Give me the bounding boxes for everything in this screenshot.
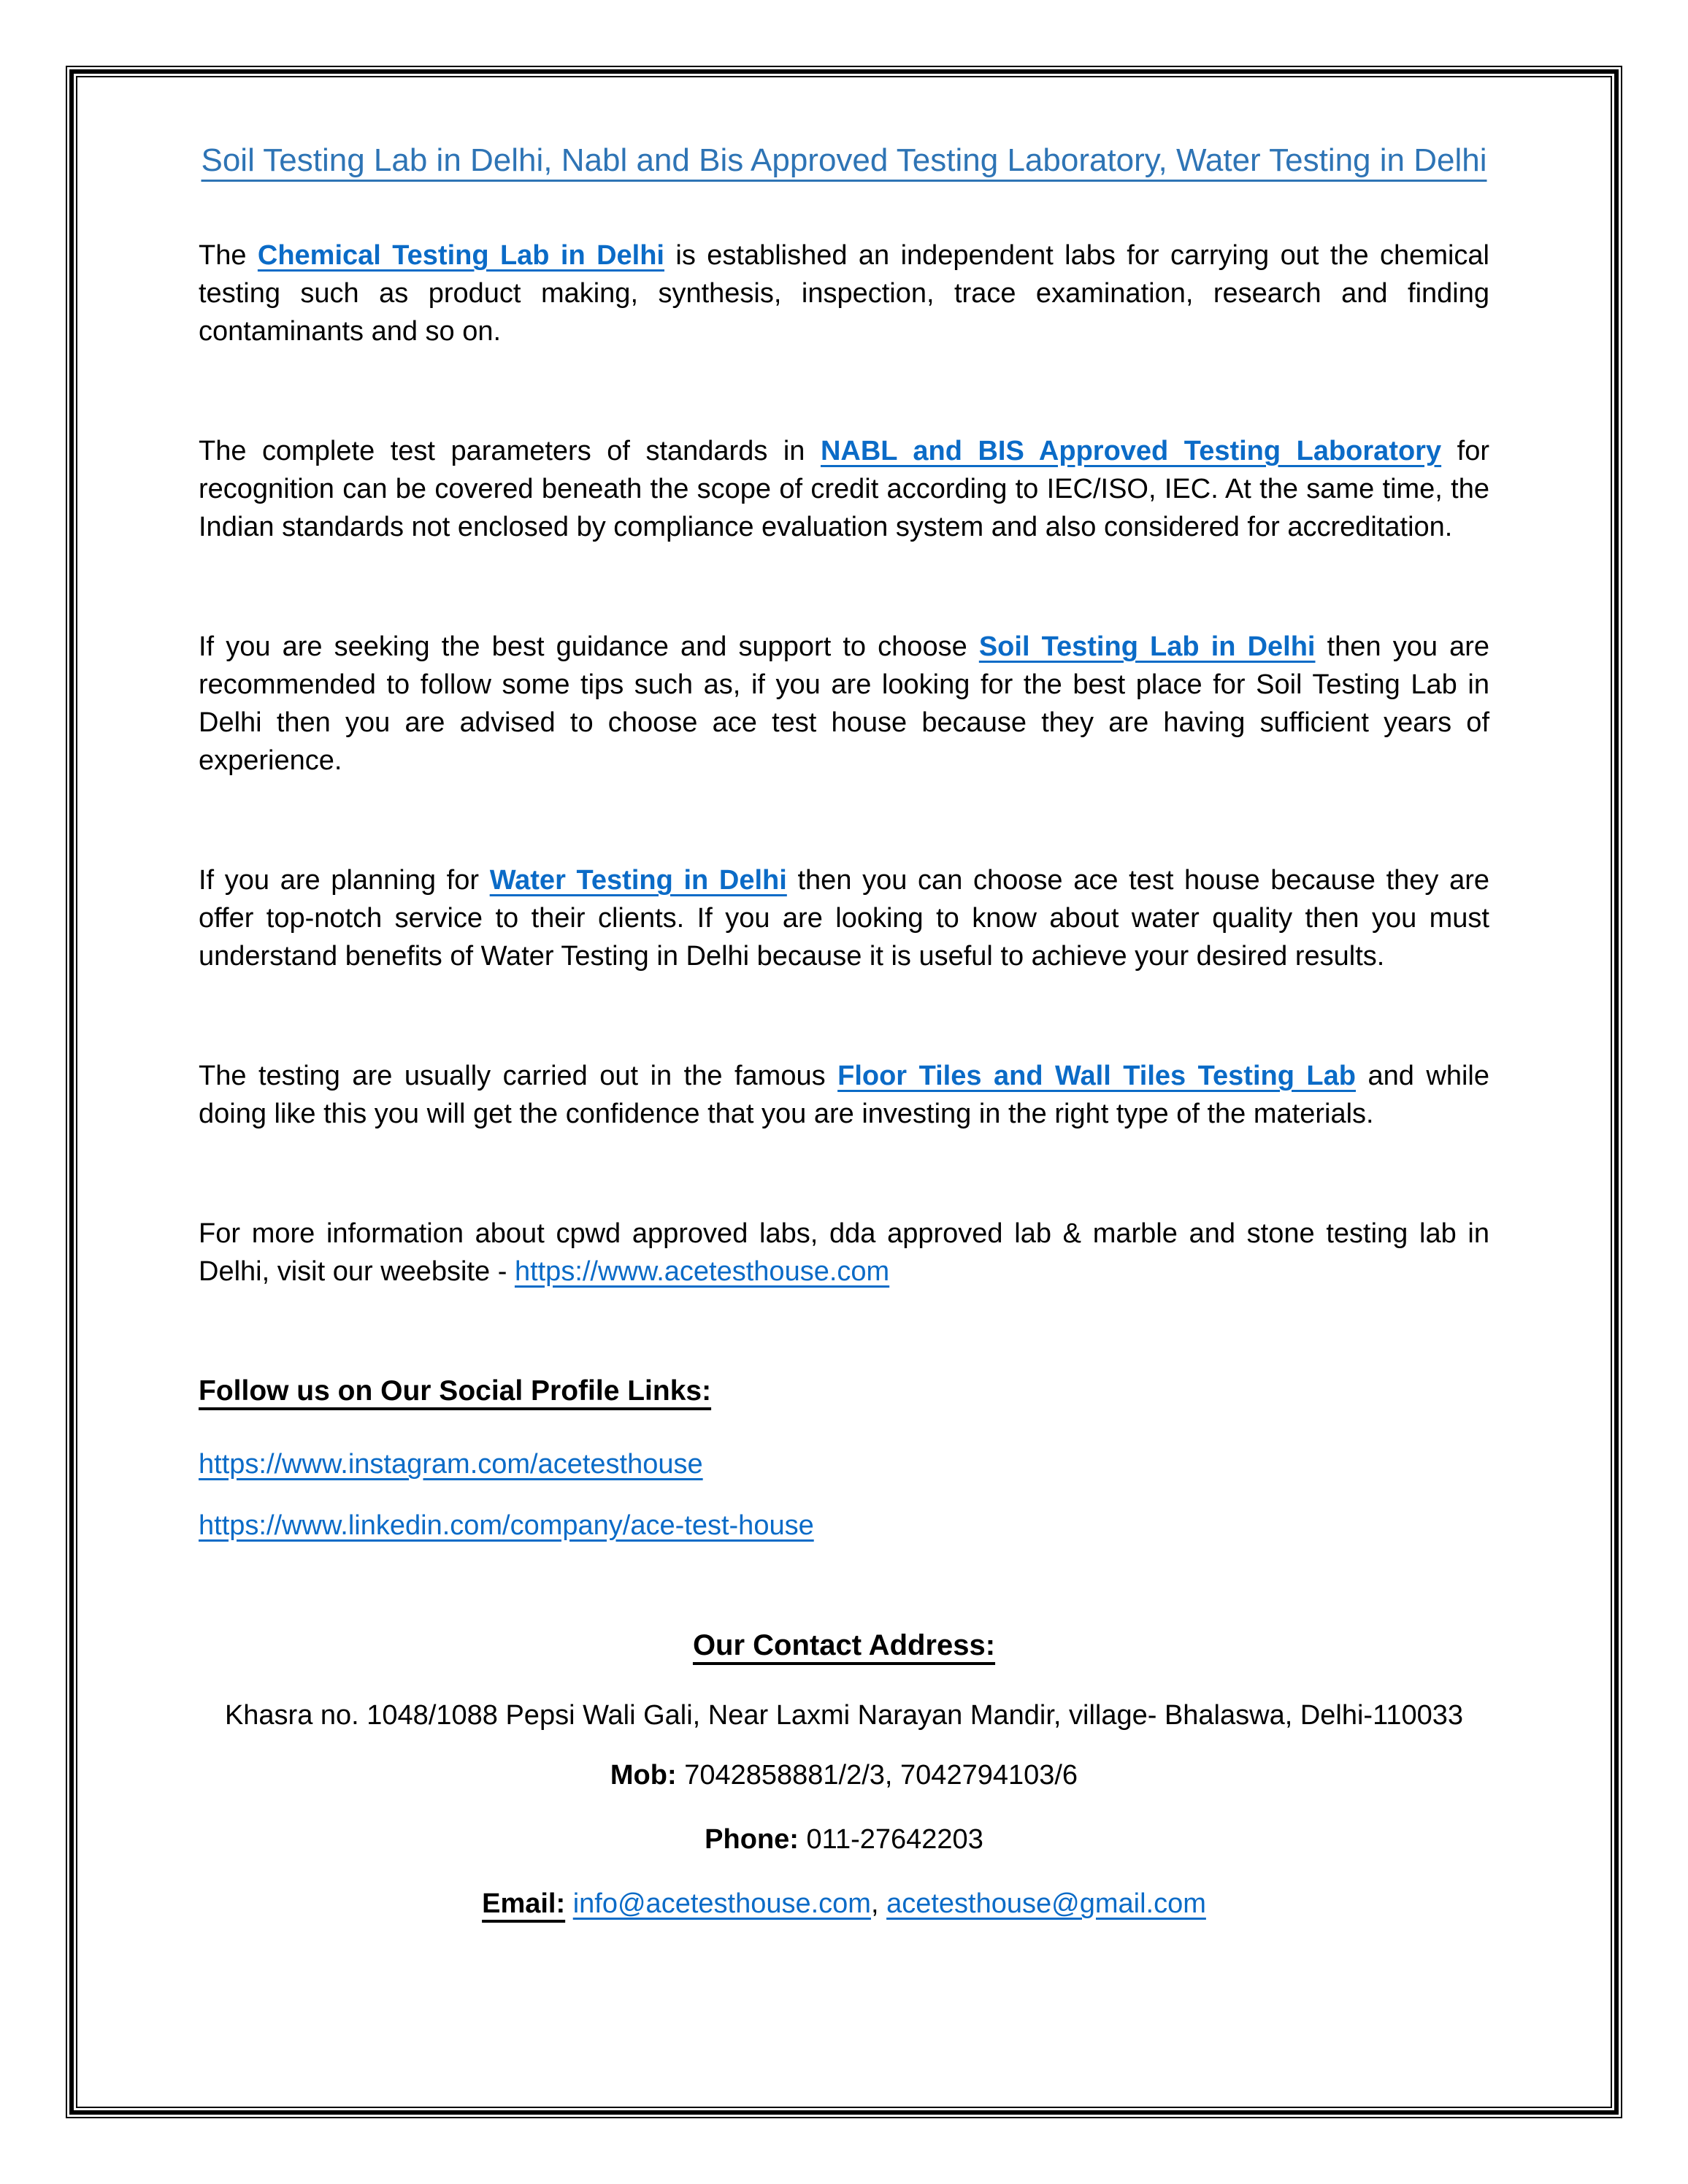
paragraph-text: For more information about cpwd approved labs, dda approved lab & marble and stone testing lab in Delhi, visit our weebsite - xyxy=(199,1218,1489,1287)
page-border-inner xyxy=(76,76,1612,2108)
paragraph-text: If you are planning for xyxy=(199,865,490,896)
instagram-link-line xyxy=(199,1445,1489,1483)
paragraph-text: then you are recommended to follow some tips such as, if you are looking for the best place for Soil Testing Lab in Delhi then you are advised to choose ace test house because they are having sufficient years of experience. xyxy=(199,631,1489,776)
email-label: Email: xyxy=(482,1888,566,1919)
page-border-middle xyxy=(69,69,1619,2115)
inline-link[interactable]: Soil Testing Lab in Delhi xyxy=(978,631,1316,662)
mobile-label: Mob: xyxy=(610,1760,677,1791)
inline-link[interactable]: Water Testing in Delhi xyxy=(489,865,787,896)
inline-link[interactable]: Chemical Testing Lab in Delhi xyxy=(257,240,664,271)
paragraph-text: is established an independent labs for carrying out the chemical testing such as product making, synthesis, inspection, trace examination, research and finding contaminants and so on. xyxy=(199,240,1489,347)
paragraph-text: The complete test parameters of standards in xyxy=(199,436,821,466)
inline-link[interactable]: Floor Tiles and Wall Tiles Testing Lab xyxy=(837,1061,1356,1091)
linkedin-link[interactable]: https://www.linkedin.com/company/ace-test-house xyxy=(199,1510,814,1541)
document-title: Soil Testing Lab in Delhi, Nabl and Bis Approved Testing Laboratory, Water Testing in Delhi xyxy=(201,142,1487,178)
contact-address-line: Khasra no. 1048/1088 Pepsi Wali Gali, Near Laxmi Narayan Mandir, village- Bhalaswa, Delhi-110033 xyxy=(224,1700,1464,1731)
mobile-number-line xyxy=(199,1756,1489,1794)
inline-link[interactable]: NABL and BIS Approved Testing Laboratory xyxy=(820,436,1442,466)
email-line xyxy=(199,1885,1489,1923)
phone-label: Phone: xyxy=(705,1824,799,1855)
paragraph-nabl-bis xyxy=(199,432,1489,546)
paragraph-soil-testing xyxy=(199,628,1489,780)
mobile-numbers: 7042858881/2/3, 7042794103/6 xyxy=(684,1760,1078,1791)
inline-link[interactable]: https://www.acetesthouse.com xyxy=(514,1256,890,1287)
paragraph-text: for recognition can be covered beneath the scope of credit according to IEC/ISO, IEC. At the same time, the Indian standards not enclosed by compliance evaluation system and also considered for accreditation. xyxy=(199,436,1489,542)
social-links-heading: Follow us on Our Social Profile Links: xyxy=(199,1375,712,1407)
email-link-info[interactable]: info@acetesthouse.com xyxy=(572,1888,871,1919)
paragraph-text: and while doing like this you will get the confidence that you are investing in the right type of the materials. xyxy=(199,1061,1489,1129)
page-border-outer xyxy=(66,66,1622,2118)
paragraph-more-info xyxy=(199,1215,1489,1291)
document-content xyxy=(77,77,1611,1923)
paragraph-text: The xyxy=(199,240,258,271)
paragraph-floor-tiles xyxy=(199,1057,1489,1133)
paragraph-chemical-testing xyxy=(199,237,1489,350)
phone-number: 011-27642203 xyxy=(806,1824,983,1855)
paragraph-water-testing xyxy=(199,861,1489,975)
email-separator: , xyxy=(870,1888,887,1919)
email-link-gmail[interactable]: acetesthouse@gmail.com xyxy=(886,1888,1206,1919)
paragraph-text: then you can choose ace test house because they are offer top-notch service to their clients. If you are looking to know about water quality then you must understand benefits of Water Testing in Delhi because it is useful to achieve your desired results. xyxy=(199,865,1489,972)
contact-address-heading: Our Contact Address: xyxy=(692,1629,996,1661)
instagram-link[interactable]: https://www.instagram.com/acetesthouse xyxy=(199,1449,703,1480)
paragraph-text: The testing are usually carried out in the famous xyxy=(199,1061,838,1091)
linkedin-link-line xyxy=(199,1507,1489,1545)
paragraph-text: If you are seeking the best guidance and support to choose xyxy=(199,631,979,662)
phone-number-line xyxy=(199,1820,1489,1858)
